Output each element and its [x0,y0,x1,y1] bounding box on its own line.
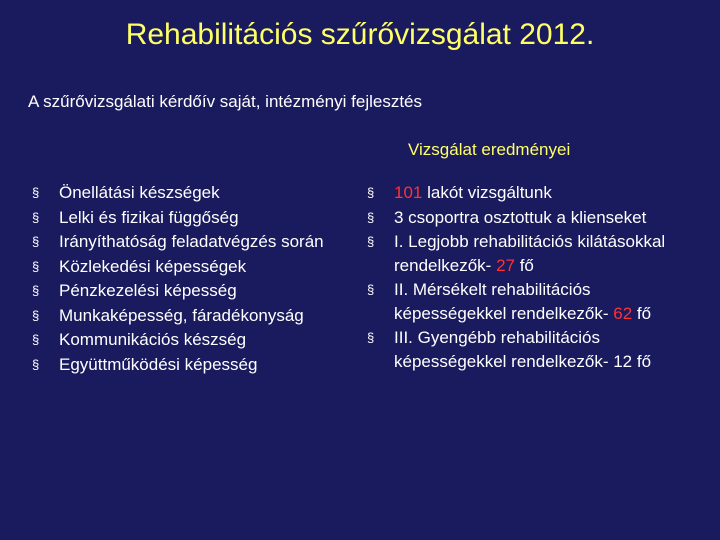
bullet-icon: § [32,332,40,347]
bullet-icon: § [32,209,40,225]
result-count: 62 [613,303,633,323]
list-item [367,206,687,230]
list-item-text: Együttműködési képesség [59,354,258,374]
list-item-text: Lelki és fizikai függőség [59,207,239,227]
list-item-text: Munkaképesség, fáradékonyság [59,305,304,325]
bullet-icon: § [32,185,40,200]
assessment-areas-list [32,181,332,377]
list-item-text: I. Legjobb rehabilitációs kilátásokkal rendelkezők- [394,232,666,275]
slide-title: Rehabilitációs szűrővizsgálat 2012. [125,18,595,51]
results-list [367,181,687,374]
bullet-icon: § [32,356,40,372]
list-item [367,230,687,277]
list-item [32,304,332,328]
list-item [32,230,332,254]
bullet-icon: § [32,307,40,323]
list-item [32,206,332,230]
bullet-icon: § [367,330,375,345]
list-item [32,181,332,205]
bullet-icon: § [32,234,40,249]
bullet-icon: § [367,209,375,225]
list-item-text: lakót vizsgáltunk [422,183,552,202]
bullet-icon: § [32,258,40,274]
slide-subtitle: A szűrővizsgálati kérdőív saját, intézményi fejlesztés [28,92,423,111]
list-item-text: Önellátási készségek [59,183,220,202]
result-count: 27 [496,255,515,275]
list-item-text: Irányíthatóság feladatvégzés során [59,232,324,251]
list-item [32,279,332,303]
bullet-icon: § [367,282,375,297]
results-heading: Vizsgálat eredményei [408,140,571,159]
list-item-text: Közlekedési képességek [59,256,247,276]
list-item [367,278,687,325]
bullet-icon: § [367,234,375,249]
list-item [32,353,332,377]
result-count: 101 [394,183,423,202]
list-item-text: fő [632,303,652,323]
bullet-icon: § [367,185,375,200]
list-item-text: III. Gyengébb rehabilitációs képességekkel rendelkezők- 12 fő [394,328,652,371]
list-item-text: 3 csoportra osztottuk a klienseket [394,207,647,227]
list-item-text: II. Mérsékelt rehabilitációs képességekkel rendelkezők- [394,280,614,323]
list-item [32,255,332,279]
list-item-text: Kommunikációs készség [59,330,247,349]
bullet-icon: § [32,283,40,298]
list-item-text: Pénzkezelési képesség [59,281,237,300]
list-item-text: fő [514,255,534,275]
list-item [367,181,687,205]
list-item [32,328,332,352]
list-item [367,326,687,373]
